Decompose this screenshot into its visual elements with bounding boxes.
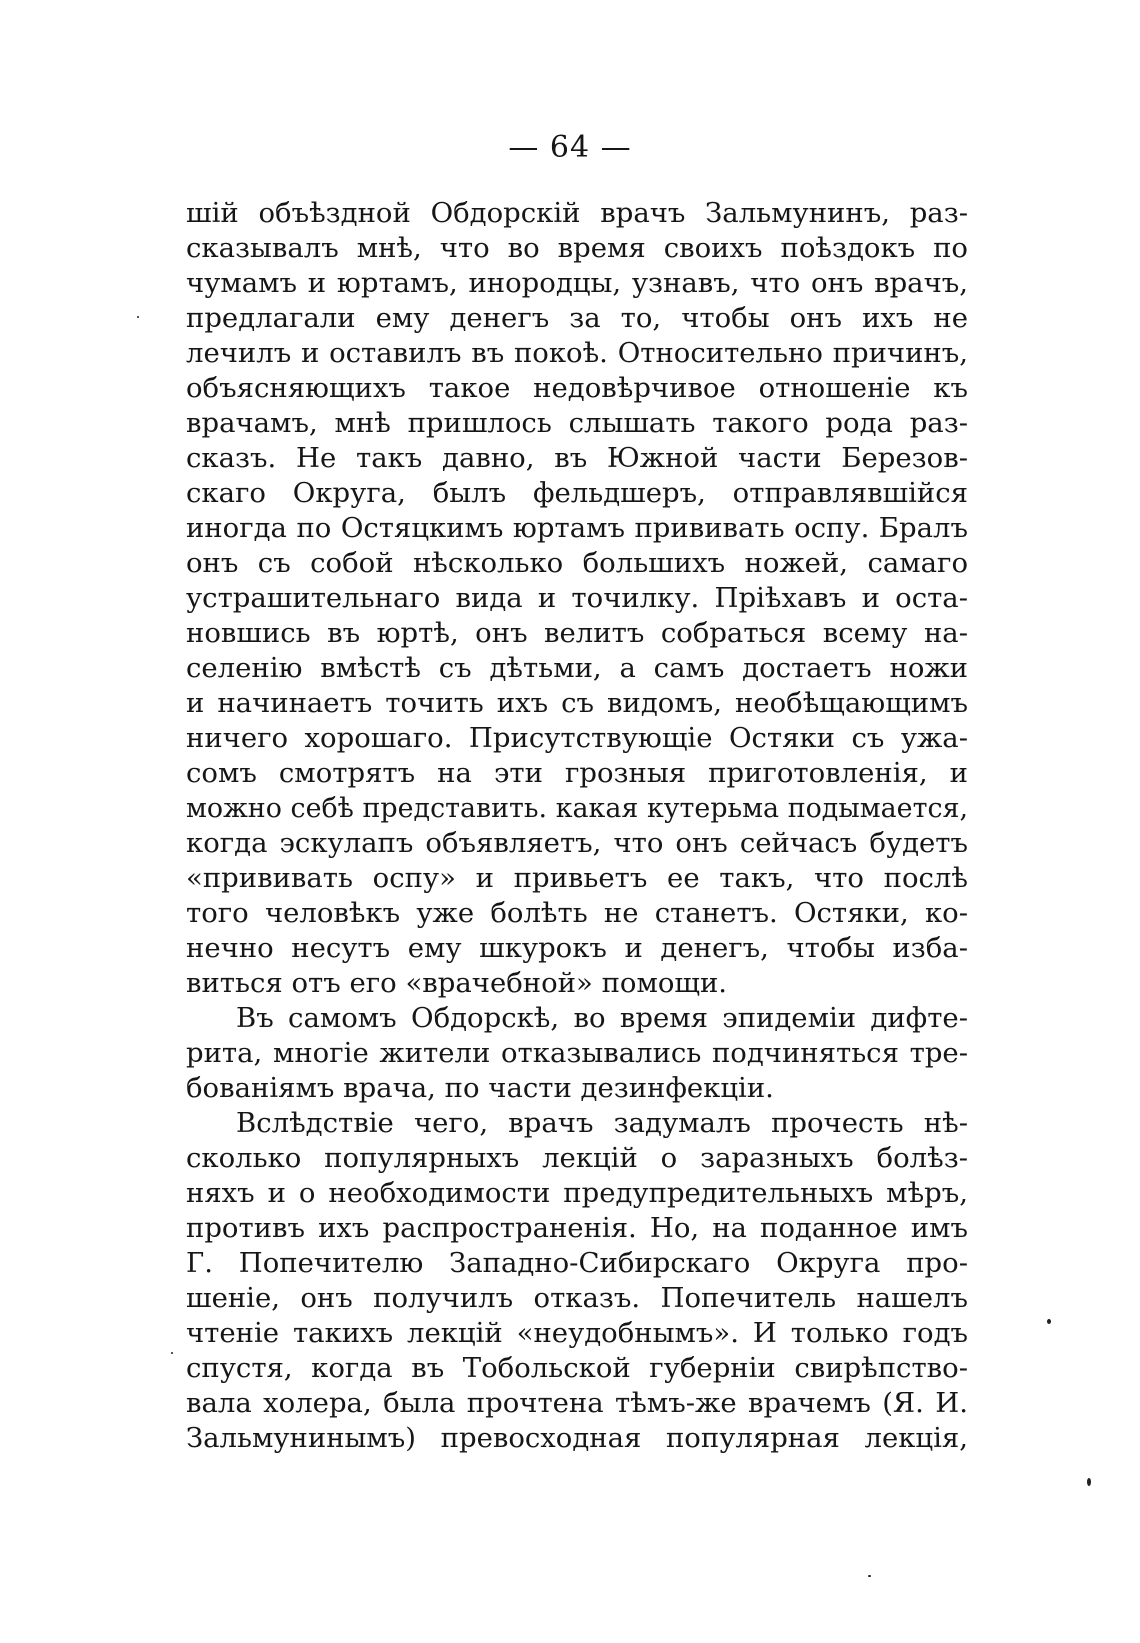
scan-speck — [1087, 1478, 1091, 1486]
text-line: новшись въ юртѣ, онъ велитъ собраться всему на- — [186, 617, 968, 649]
text-line: сомъ смотрятъ на эти грозныя приготовленія, и — [186, 757, 968, 789]
text-line: чумамъ и юртамъ, инородцы, узнавъ, что онъ врачъ, — [186, 267, 968, 299]
text-line-paragraph-start: Вслѣдствіе чего, врачъ задумалъ прочесть нѣ- — [236, 1107, 968, 1139]
text-line: когда эскулапъ объявляетъ, что онъ сейчасъ будетъ — [186, 827, 968, 859]
text-line: «прививать оспу» и привьетъ ее такъ, что послѣ — [186, 862, 968, 894]
text-line: нечно несутъ ему шкурокъ и денегъ, чтобы изба- — [186, 932, 968, 964]
text-line: можно себѣ представить. какая кутерьма подымается, — [186, 793, 968, 824]
text-line: шій объѣздной Обдорскій врачъ Зальмунинъ, раз- — [186, 197, 968, 229]
text-line: спустя, когда въ Тобольской губерніи свирѣпство- — [186, 1352, 968, 1384]
text-line: того человѣкъ уже болѣть не станетъ. Остяки, ко- — [186, 897, 968, 929]
text-line-paragraph-end: бованіямъ врача, по части дезинфекціи. — [186, 1072, 774, 1104]
text-line: няхъ и о необходимости предупредительныхъ мѣръ, — [186, 1177, 968, 1209]
text-line-paragraph-end: виться отъ его «врачебной» помощи. — [186, 967, 728, 999]
text-line: шеніе, онъ получилъ отказъ. Попечитель нашелъ — [186, 1282, 968, 1314]
text-line: противъ ихъ распространенія. Но, на поданное имъ — [186, 1212, 968, 1244]
scan-speck — [171, 1352, 173, 1354]
text-line: Зальмунинымъ) превосходная популярная лекція, — [186, 1422, 968, 1454]
text-line: лечилъ и оставилъ въ покоѣ. Относительно причинъ, — [186, 337, 968, 369]
text-line: вала холера, была прочтена тѣмъ-же врачемъ (Я. И. — [186, 1387, 968, 1419]
scan-speck — [1047, 1319, 1051, 1324]
page-number: — 64 — — [508, 130, 632, 165]
text-line: предлагали ему денегъ за то, чтобы онъ ихъ не — [186, 302, 968, 334]
text-line: устрашительнаго вида и точилку. Пріѣхавъ и оста- — [186, 582, 968, 614]
text-line: объясняющихъ такое недовѣрчивое отношеніе къ — [186, 372, 968, 404]
text-line: иногда по Остяцкимъ юртамъ прививать оспу. Бралъ — [186, 512, 968, 544]
text-line: Г. Попечителю Западно-Сибирскаго Округа про- — [186, 1247, 968, 1279]
text-line: онъ съ собой нѣсколько большихъ ножей, самаго — [186, 547, 968, 579]
text-line: сказъ. Не такъ давно, въ Южной части Березов- — [186, 442, 968, 474]
body-text — [186, 196, 968, 1456]
text-line: рита, многіе жители отказывались подчиняться тре- — [186, 1037, 968, 1069]
text-line: сколько популярныхъ лекцій о заразныхъ болѣз- — [186, 1142, 968, 1174]
text-line: скаго Округа, былъ фельдшеръ, отправлявшійся — [186, 477, 968, 509]
text-line: селенію вмѣстѣ съ дѣтьми, а самъ достаетъ ножи — [186, 652, 968, 684]
text-line: врачамъ, мнѣ пришлось слышать такого рода раз- — [186, 407, 968, 439]
text-line-paragraph-start: Въ самомъ Обдорскѣ, во время эпидеміи дифте- — [236, 1002, 968, 1034]
text-line: ничего хорошаго. Присутствующіе Остяки съ ужа- — [186, 722, 968, 754]
text-line: и начинаетъ точить ихъ съ видомъ, необѣщающимъ — [186, 687, 968, 719]
scan-speck — [137, 316, 139, 318]
text-line: сказывалъ мнѣ, что во время своихъ поѣздокъ по — [186, 232, 968, 264]
text-line: чтеніе такихъ лекцій «неудобнымъ». И только годъ — [186, 1317, 968, 1349]
scan-speck — [868, 1575, 871, 1577]
